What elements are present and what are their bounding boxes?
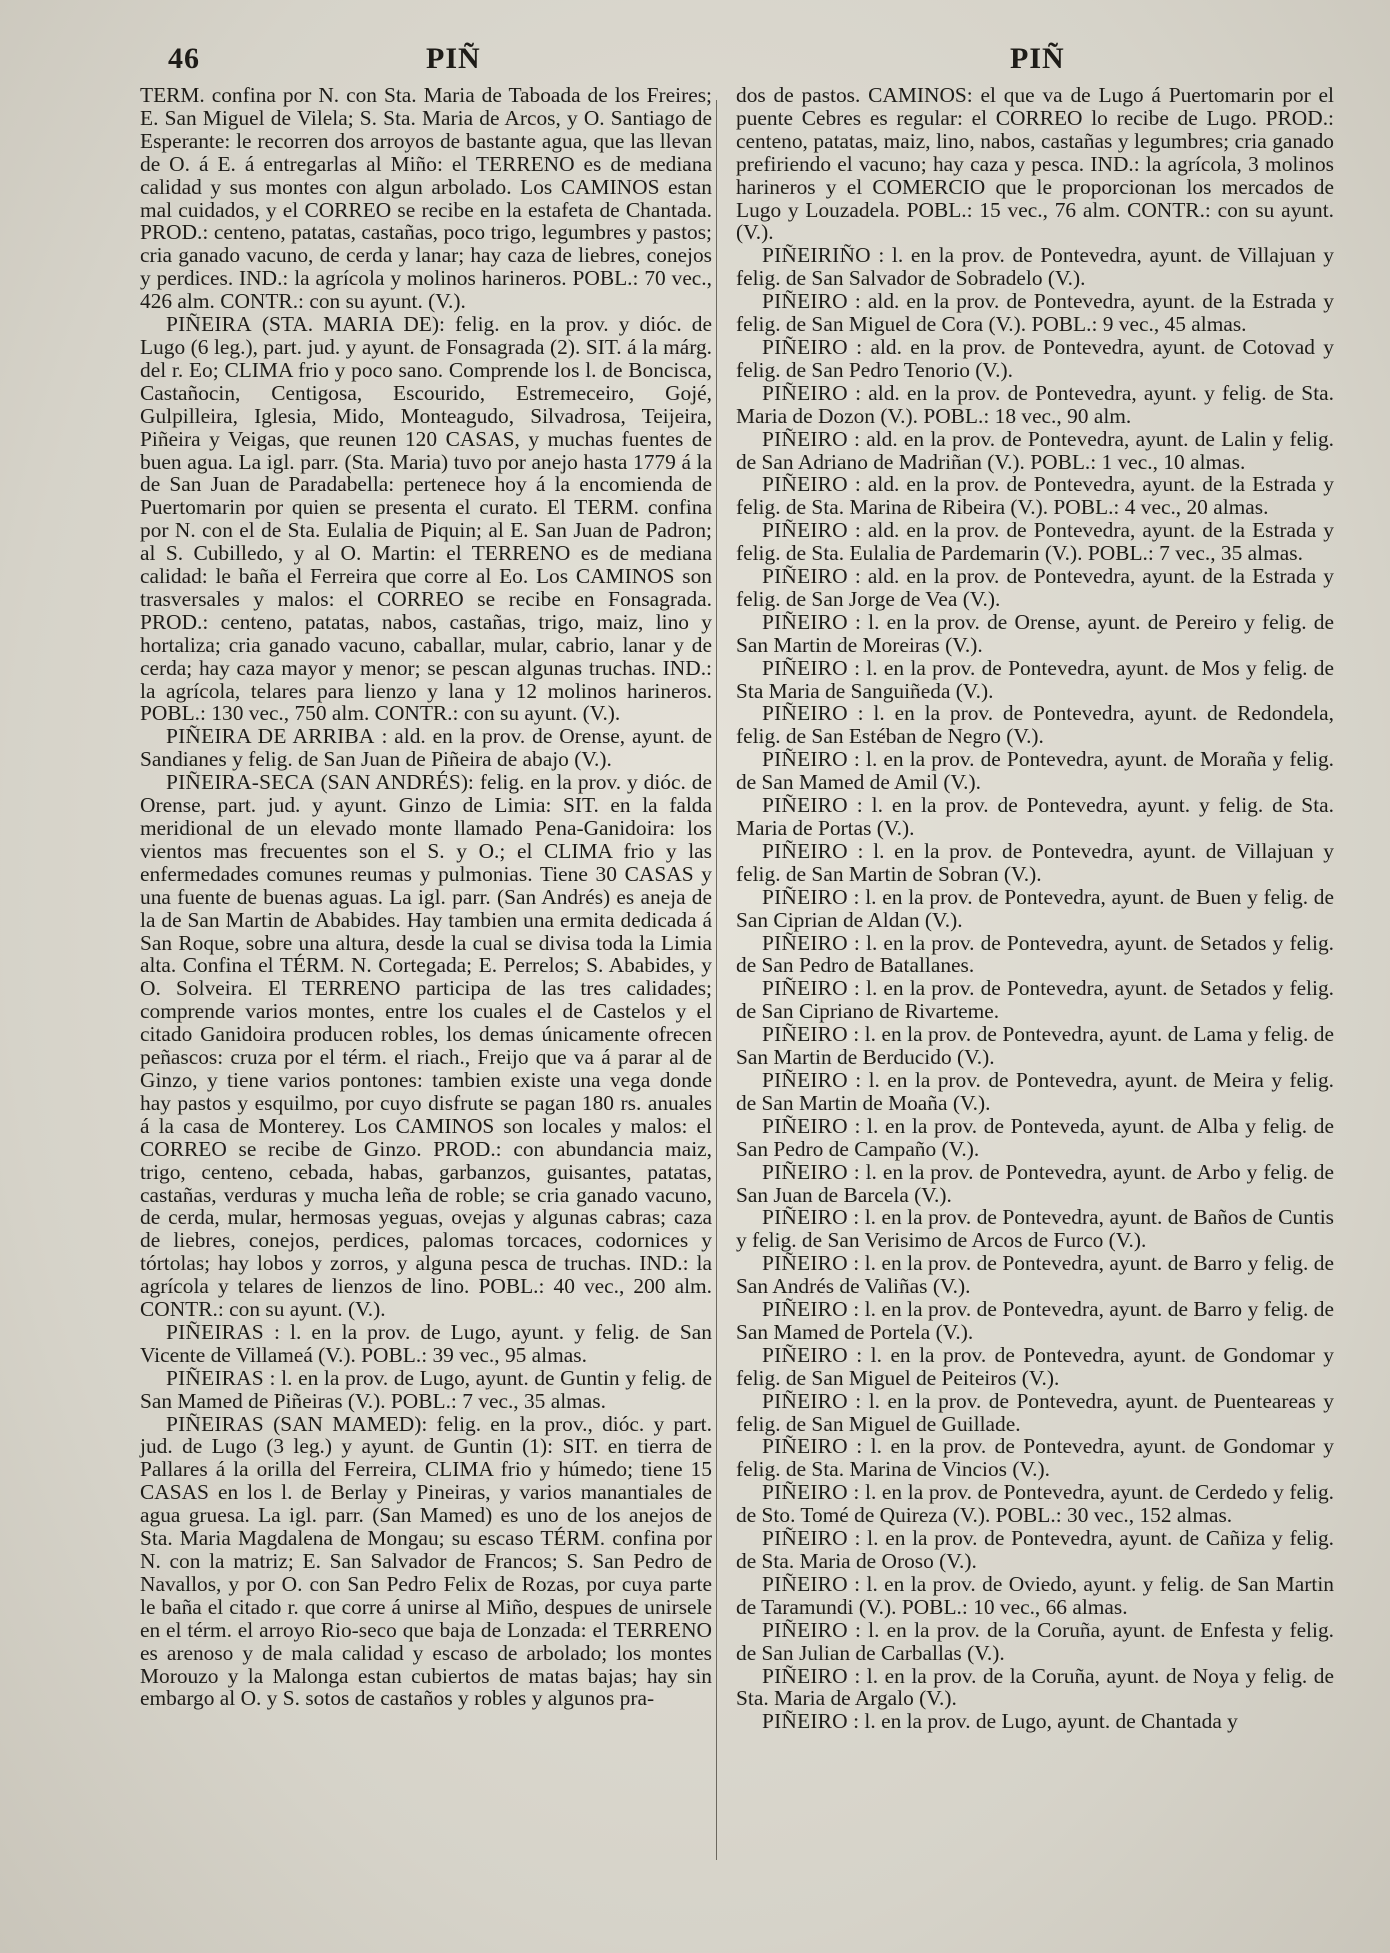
dictionary-entry: [736, 290, 1334, 336]
dictionary-entry: [736, 702, 1334, 748]
entry-headword: PIÑEIRO: [762, 1526, 848, 1551]
entry-headword: PIÑEIRO: [762, 426, 848, 451]
entry-text: : l. en la prov. de Pontevedra, ayunt. de Mos y felig. de Sta Maria de Sanguiñeda (V.).: [736, 655, 1334, 703]
dictionary-entry: [736, 84, 1334, 244]
entry-text: : l. en la prov. de Lugo, ayunt. y felig. de San Vicente de Villameá (V.). POBL.: 39 vec., 95 almas.: [140, 1319, 712, 1367]
dictionary-entry: [736, 1710, 1334, 1733]
dictionary-entry: [736, 1023, 1334, 1069]
entry-text: : ald. en la prov. de Pontevedra, ayunt. de Cotovad y felig. de San Pedro Tenorio (V.).: [736, 334, 1334, 382]
entry-headword: PIÑEIRO: [762, 1434, 848, 1459]
entry-headword: PIÑEIRO: [762, 884, 848, 909]
entry-text: : l. en la prov. de Pontevedra, ayunt. de Cerdedo y felig. de Sto. Tomé de Quireza (V.). POBL.: 30 vec., 152 almas.: [736, 1480, 1334, 1528]
entry-headword: PIÑEIRO: [762, 1067, 848, 1092]
entry-text: : l. en la prov. de Pontevedra, ayunt. de Gondomar y felig. de San Miguel de Peiteiros (V.).: [736, 1342, 1334, 1390]
running-head-right: PIÑ: [1010, 42, 1065, 75]
entry-text: (SAN MAMED): felig. en la prov., dióc. y part. jud. de Lugo (3 leg.) y ayunt. de Guntin (1): SIT. en tierra de Pallares á la orilla del Ferreira, CLIMA frio y húmedo; tiene 15 CASAS en los l. de Berlay y Pineiras, y varios manantiales de agua gruesa. La igl. parr. (San Mamed) es uno de los anejos de Sta. Maria Magdalena de Mongau; su escaso TÉRM. confina por N. con la matriz; E. San Salvador de Francos; S. San Pedro de Navallos, y por O. con San Pedro Felix de Rozas, por cuya parte le baña el citado r. que corre á unirse al Miño, despues de unirsele en el térm. el arroyo Rio-seco que baja de Lonzada: el TERRENO es arenoso y de mala calidad y escaso de arbolado; los montes Morouzo y la Malonga estan cubiertos de matas bajas; hay sin embargo al O. y S. sotos de castaños y robles y algunos pra-: [140, 1411, 712, 1711]
entry-headword: PIÑEIRA: [166, 312, 252, 337]
entry-text: : l. en la prov. de Oviedo, ayunt. y felig. de San Martin de Taramundi (V.). POBL.: 10 vec., 66 almas.: [736, 1571, 1334, 1619]
entry-text: : l. en la prov. de Pontevedra, ayunt. de Moraña y felig. de San Mamed de Amil (V.).: [736, 747, 1334, 795]
dictionary-entry: [140, 313, 712, 725]
dictionary-entry: [736, 1069, 1334, 1115]
dictionary-entry: [736, 473, 1334, 519]
entry-text: : ald. en la prov. de Pontevedra, ayunt. de Lalin y felig. de San Adriano de Madriñan (V.). POBL.: 1 vec., 10 almas.: [736, 426, 1334, 474]
entry-text: : l. en la prov. de Pontevedra, ayunt. de Puenteareas y felig. de San Miguel de Guillade.: [736, 1388, 1334, 1436]
dictionary-entry: [736, 611, 1334, 657]
entry-text: dos de pastos. CAMINOS: el que va de Lugo á Puertomarin por el puente Cebres es regular: el CORREO lo recibe de Lugo. PROD.: centeno, patatas, maiz, lino, nabos, castañas y legumbres; cria ganado prefiriendo el vacuno; hay caza y pesca. IND.: la agrícola, 3 molinos harineros y el COMERCIO que le proporcionan los mercados de Lugo y Louzadela. POBL.: 15 vec., 76 alm. CONTR.: con su ayunt. (V.).: [736, 83, 1334, 245]
entry-headword: PIÑEIRO: [762, 472, 848, 497]
entry-text: : l. en la prov. de Pontevedra, ayunt. de Redondela, felig. de San Estéban de Negro (V.).: [736, 701, 1334, 749]
dictionary-entry: [736, 1161, 1334, 1207]
entry-headword: PIÑEIRO: [762, 1113, 848, 1138]
dictionary-entry: [736, 748, 1334, 794]
entry-headword: PIÑEIRA DE ARRIBA: [166, 724, 375, 749]
entry-text: : ald. en la prov. de Pontevedra, ayunt. de la Estrada y felig. de Sta. Eulalia de Pardemarin (V.). POBL.: 7 vec., 35 almas.: [736, 518, 1334, 566]
dictionary-entry: [736, 840, 1334, 886]
entry-headword: PIÑEIRO: [762, 930, 848, 955]
entry-headword: PIÑEIRO: [762, 380, 848, 405]
entry-headword: PIÑEIRO: [762, 655, 848, 680]
entry-text: (SAN ANDRÉS): felig. en la prov. y dióc. de Orense, part. jud. y ayunt. Ginzo de Limia: SIT. en la falda meridional de un elevado monte llamado Pena-Ganidoira: los vientos mas frecuentes son el S. y O.; el CLIMA frio y las enfermedades comunes reumas y pulmonias. Tiene 30 CASAS y una fuente de buenas aguas. La igl. parr. (San Andrés) es aneja de la de San Martin de Ababides. Hay tambien una ermita dedicada á San Roque, sobre una altura, desde la cual se divisa toda la Limia alta. Confina el TÉRM. N. Cortegada; E. Perrelos; S. Ababides, y O. Solveira. El TERRENO participa de las tres calidades; comprende varios montes, entre los cuales el de Castelos y el citado Ganidoira producen robles, los demas únicamente ofrecen peñascos: cruza por el térm. el riach., Freijo que va á parar al de Ginzo, y tiene varios pontones: tambien existe una vega donde hay pastos y esquilmo, por cuyo disfrute se pagan 180 rs. anuales á la casa de Monterey. Los CAMINOS son locales y malos: el CORREO se recibe de Ginzo. PROD.: con abundancia maiz, trigo, centeno, cebada, habas, garbanzos, guisantes, patatas, castañas, verduras y mucha leña de roble; se cria ganado vacuno, de cerda, mular, hermosas yeguas, ovejas y algunas cabras; caza de liebres, conejos, perdices, palomas torcaces, codornices y tórtolas; hay lobos y zorros, y alguna pesca de truchas. IND.: la agrícola y telares de lienzos de lino. POBL.: 40 vec., 200 alm. CONTR.: con su ayunt. (V.).: [140, 770, 712, 1322]
dictionary-entry: [140, 84, 712, 313]
entry-headword: PIÑEIRO: [762, 1159, 848, 1184]
entry-text: : l. en la prov. de Lugo, ayunt. de Guntin y felig. de San Mamed de Piñeiras (V.). POBL.: 7 vec., 35 almas.: [140, 1365, 712, 1413]
dictionary-entry: [736, 1115, 1334, 1161]
entry-text: : ald. en la prov. de Orense, ayunt. de Sandianes y felig. de San Juan de Piñeira de abajo (V.).: [140, 724, 712, 772]
entry-headword: PIÑEIRO: [762, 564, 848, 589]
entry-headword: PIÑEIRO: [762, 1251, 848, 1276]
entry-headword: PIÑEIRIÑO: [762, 243, 871, 268]
entry-headword: PIÑEIRO: [762, 1571, 848, 1596]
entry-text: : l. en la prov. de Pontevedra, ayunt. de Cañiza y felig. de Sta. Maria de Oroso (V.).: [736, 1526, 1334, 1573]
entry-text: : ald. en la prov. de Pontevedra, ayunt. de la Estrada y felig. de San Miguel de Cora (V.). POBL.: 9 vec., 45 almas.: [736, 289, 1334, 337]
entry-text: : ald. en la prov. de Pontevedra, ayunt. y felig. de Sta. Maria de Dozon (V.). POBL.: 18 vec., 90 alm.: [736, 380, 1334, 428]
entry-headword: PIÑEIRO: [762, 334, 848, 359]
entry-text: : l. en la prov. de Lugo, ayunt. de Chantada y: [853, 1709, 1238, 1734]
entry-headword: PIÑEIRO: [762, 1388, 848, 1413]
dictionary-entry: [736, 1573, 1334, 1619]
dictionary-entry: [736, 1390, 1334, 1436]
dictionary-entry: [736, 1298, 1334, 1344]
dictionary-entry: [736, 794, 1334, 840]
dictionary-entry: [736, 336, 1334, 382]
dictionary-entry: [736, 932, 1334, 978]
entry-headword: PIÑEIRAS: [166, 1365, 264, 1390]
dictionary-entry: [736, 1252, 1334, 1298]
entry-text: : l. en la prov. de Ponteveda, ayunt. de Alba y felig. de San Pedro de Campaño (V.).: [736, 1113, 1334, 1161]
dictionary-entry: [736, 382, 1334, 428]
entry-text: : l. en la prov. de Orense, ayunt. de Pereiro y felig. de San Martin de Moreiras (V.).: [736, 609, 1334, 657]
dictionary-entry: [140, 1321, 712, 1367]
entry-headword: PIÑEIRO: [762, 1022, 848, 1047]
entry-text: : l. en la prov. de Pontevedra, ayunt. de Gondomar y felig. de Sta. Marina de Vincios (V.).: [736, 1434, 1334, 1482]
entry-headword: PIÑEIRO: [762, 289, 848, 314]
dictionary-entry: [736, 657, 1334, 703]
entry-text: : l. en la prov. de Pontevedra, ayunt. de Villajuan y felig. de San Salvador de Sobradelo (V.).: [736, 243, 1334, 291]
dictionary-entry: [736, 519, 1334, 565]
entry-headword: PIÑEIRAS: [166, 1319, 264, 1344]
right-column: [736, 84, 1334, 1733]
entry-headword: PIÑEIRO: [762, 976, 848, 1001]
dictionary-entry: [736, 244, 1334, 290]
entry-headword: PIÑEIRO: [762, 793, 848, 818]
entry-text: : ald. en la prov. de Pontevedra, ayunt. de la Estrada y felig. de San Jorge de Vea (V.).: [736, 564, 1334, 611]
entry-text: : l. en la prov. de Pontevedra, ayunt. de Baños de Cuntis y felig. de San Verisimo de Arcos de Furco (V.).: [736, 1205, 1334, 1253]
dictionary-entry: [736, 1344, 1334, 1390]
entry-text: : l. en la prov. de Pontevedra, ayunt. de Villajuan y felig. de San Martin de Sobran (V.).: [736, 838, 1334, 886]
entry-text: : l. en la prov. de Pontevedra, ayunt. de Setados y felig. de San Cipriano de Rivarteme.: [736, 976, 1334, 1024]
entry-headword: PIÑEIRO: [762, 701, 848, 726]
entry-headword: PIÑEIRO: [762, 1480, 848, 1505]
entry-headword: PIÑEIRO: [762, 609, 848, 634]
dictionary-entry: [736, 1619, 1334, 1665]
entry-headword: PIÑEIRO: [762, 1617, 848, 1642]
dictionary-entry: [736, 1435, 1334, 1481]
entry-text: : l. en la prov. de Pontevedra, ayunt. de Setados y felig. de San Pedro de Batallanes.: [736, 930, 1334, 978]
running-head-left: PIÑ: [426, 42, 481, 75]
dictionary-entry: [140, 1367, 712, 1413]
dictionary-entry: [736, 1206, 1334, 1252]
entry-text: : l. en la prov. de Pontevedra, ayunt. de Barro y felig. de San Mamed de Portela (V.).: [736, 1297, 1334, 1344]
dictionary-entry: [736, 977, 1334, 1023]
dictionary-entry: [736, 1527, 1334, 1573]
entry-text: : l. en la prov. de Pontevedra, ayunt. de Buen y felig. de San Ciprian de Aldan (V.).: [736, 884, 1334, 932]
entry-text: : l. en la prov. de Pontevedra, ayunt. de Barro y felig. de San Andrés de Valiñas (V.).: [736, 1251, 1334, 1299]
entry-headword: PIÑEIRAS: [166, 1411, 264, 1436]
entry-text: TERM. confina por N. con Sta. Maria de Taboada de los Freires; E. San Miguel de Vilela; S. Sta. Maria de Arcos, y O. Santiago de Esperante: le recorren dos arroyos de bastante agua, que las llevan de O. á E. á entregarlas al Miño: el TERRENO es de mediana calidad y sus montes con algun arbolado. Los CAMINOS estan mal cuidados, y el CORREO se recibe en la estafeta de Chantada. PROD.: centeno, patatas, castañas, poco trigo, legumbres y pastos; cria ganado vacuno, de cerda y lanar; hay caza de liebres, conejos y perdices. IND.: la agrícola y molinos harineros. POBL.: 70 vec., 426 alm. CONTR.: con su ayunt. (V.).: [140, 83, 712, 314]
entry-text: : l. en la prov. de la Coruña, ayunt. de Enfesta y felig. de San Julian de Carballas (V.).: [736, 1617, 1334, 1665]
entry-headword: PIÑEIRO: [762, 1205, 848, 1230]
entry-headword: PIÑEIRO: [762, 838, 848, 863]
column-divider: [716, 100, 717, 1860]
entry-text: : l. en la prov. de Pontevedra, ayunt. de Lama y felig. de San Martin de Berducido (V.).: [736, 1022, 1334, 1070]
dictionary-entry: [140, 771, 712, 1321]
entry-headword: PIÑEIRO: [762, 1663, 848, 1688]
dictionary-entry: [140, 1413, 712, 1711]
dictionary-entry: [736, 565, 1334, 611]
entry-headword: PIÑEIRA-SECA: [166, 770, 315, 795]
entry-headword: PIÑEIRO: [762, 1342, 848, 1367]
dictionary-entry: [140, 725, 712, 771]
dictionary-entry: [736, 428, 1334, 474]
entry-text: : l. en la prov. de la Coruña, ayunt. de Noya y felig. de Sta. Maria de Argalo (V.).: [736, 1663, 1334, 1711]
left-column: [140, 84, 712, 1710]
dictionary-entry: [736, 886, 1334, 932]
entry-text: : l. en la prov. de Pontevedra, ayunt. de Meira y felig. de San Martin de Moaña (V.).: [736, 1067, 1334, 1115]
entry-text: (STA. MARIA DE): felig. en la prov. y dióc. de Lugo (6 leg.), part. jud. y ayunt. de Fonsagrada (2). SIT. á la márg. del r. Eo; CLIMA frio y poco sano. Comprende los l. de Boncisca, Castañocin, Centigosa, Escourido, Estremeceiro, Gojé, Gulpilleira, Iglesia, Mido, Monteagudo, Silvadrosa, Teijeira, Piñeira y Veigas, que reunen 120 CASAS, y muchas fuentes de buen agua. La igl. parr. (Sta. Maria) tuvo por anejo hasta 1779 á la de San Juan de Paradabella: pertenece hoy á la encomienda de Puertomarin por quien se presenta el curato. El TERM. confina por N. con el de Sta. Eulalia de Piquin; al E. San Juan de Padron; al S. Cubilledo, y al O. Martin: el TERRENO es de mediana calidad: le baña el Ferreira que corre al Eo. Los CAMINOS son trasversales y malos: el CORREO se recibe en Fonsagrada. PROD.: centeno, patatas, nabos, castañas, trigo, maiz, lino y hortaliza; cria ganado vacuno, caballar, mular, cabrio, lanar y de cerda; hay caza mayor y menor; se pescan algunas truchas. IND.: la agrícola, telares para lienzo y lana y 12 molinos harineros. POBL.: 130 vec., 750 alm. CONTR.: con su ayunt. (V.).: [140, 312, 712, 726]
entry-headword: PIÑEIRO: [762, 747, 848, 772]
entry-headword: PIÑEIRO: [762, 1297, 848, 1322]
entry-headword: PIÑEIRO: [762, 1709, 848, 1734]
dictionary-entry: [736, 1481, 1334, 1527]
entry-text: : l. en la prov. de Pontevedra, ayunt. y felig. de Sta. Maria de Portas (V.).: [736, 793, 1334, 840]
page-number: 46: [168, 42, 200, 75]
dictionary-entry: [736, 1665, 1334, 1711]
entry-text: : l. en la prov. de Pontevedra, ayunt. de Arbo y felig. de San Juan de Barcela (V.).: [736, 1159, 1334, 1207]
entry-text: : ald. en la prov. de Pontevedra, ayunt. de la Estrada y felig. de Sta. Marina de Ribeira (V.). POBL.: 4 vec., 20 almas.: [736, 472, 1334, 520]
entry-headword: PIÑEIRO: [762, 518, 848, 543]
